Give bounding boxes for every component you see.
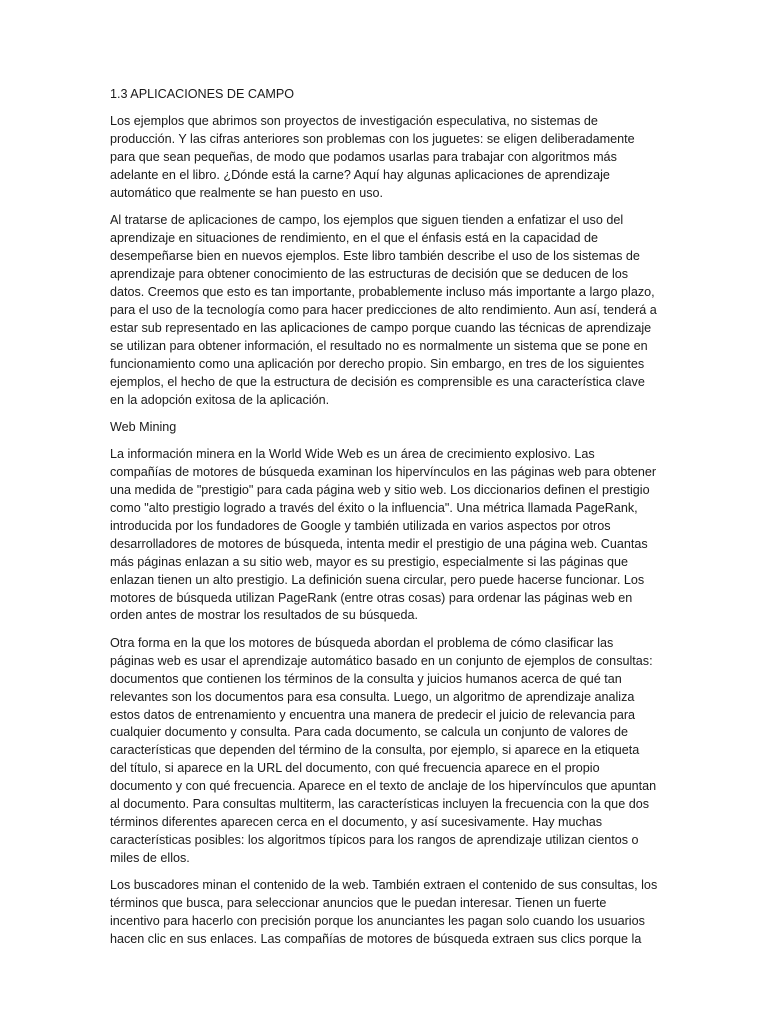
- subsection-heading-web-mining: Web Mining: [110, 419, 177, 434]
- paragraph-web-mining-ads: Los buscadores minan el contenido de la web. También extraen el contenido de sus consultas, los términos que busca, para seleccionar anuncios que le puedan interesar. Tienen un fuerte incentivo para hacerlo con precisión porque los anunciantes les pagan solo cuando los usuarios hacen clic en sus enlaces. Las compañías de motores de búsqueda extraen sus clics porque la: [110, 878, 658, 946]
- section-heading: 1.3 APLICACIONES DE CAMPO: [110, 87, 295, 101]
- document-body: [110, 86, 658, 958]
- paragraph-web-mining-ranking: Otra forma en la que los motores de búsqueda abordan el problema de cómo clasificar las páginas web es usar el aprendizaje automático basado en un conjunto de ejemplos de consultas: documentos que contienen los términos de la consulta y juicios humanos acerca de qué tan relevantes son los documentos para esa consulta. Luego, un algoritmo de aprendizaje analiza estos datos de entrenamiento y encuentra una manera de predecir el juicio de relevancia para cualquier documento y consulta. Para cada documento, se calcula un conjunto de valores de características que dependen del término de la consulta, por ejemplo, si aparece en la etiqueta del título, si aparece en la URL del documento, con qué frecuencia aparece en el propio documento y con qué frecuencia. Aparece en el texto de anclaje de los hipervínculos que apuntan al documento. Para consultas multiterm, las características incluyen la frecuencia con la que dos términos diferentes aparecen cerca en el documento, y así sucesivamente. Hay muchas características posibles: los algoritmos típicos para los rangos de aprendizaje utilizan cientos o miles de ellos.: [110, 635, 657, 865]
- paragraph-web-mining-pagerank: La información minera en la World Wide Web es un área de crecimiento explosivo. Las compañías de motores de búsqueda examinan los hipervínculos en las páginas web para obtener una medida de "prestigio" para cada página web y sitio web. Los diccionarios definen el prestigio como "alto prestigio logrado a través del éxito o la influencia". Una métrica llamada PageRank, introducida por los fundadores de Google y también utilizada en varios aspectos por otros desarrolladores de motores de búsqueda, intenta medir el prestigio de una página web. Cuantas más páginas enlazan a su sitio web, mayor es su prestigio, especialmente si las páginas que enlazan tienen un alto prestigio. La definición suena circular, pero puede hacerse funcionar. Los motores de búsqueda utilizan PageRank (entre otras cosas) para ordenar las páginas web en orden antes de mostrar los resultados de su búsqueda.: [110, 447, 657, 623]
- paragraph-intro: Los ejemplos que abrimos son proyectos de investigación especulativa, no sistemas de producción. Y las cifras anteriores son problemas con los juguetes: se eligen deliberadamente para que sean pequeñas, de modo que podamos usarlas para trabajar con algoritmos más adelante en el libro. ¿Dónde está la carne? Aquí hay algunas aplicaciones de aprendizaje automático que realmente se han puesto en uso.: [110, 114, 635, 201]
- paragraph-field-applications: Al tratarse de aplicaciones de campo, los ejemplos que siguen tienden a enfatizar el uso del aprendizaje en situaciones de rendimiento, en el que el énfasis está en la capacidad de desempeñarse bien en nuevos ejemplos. Este libro también describe el uso de los sistemas de aprendizaje para obtener conocimiento de las estructuras de decisión que se deducen de los datos. Creemos que esto es tan importante, probablemente incluso más importante a largo plazo, para el uso de la tecnología como para hacer predicciones de alto rendimiento. Aun así, tenderá a estar sub representado en las aplicaciones de campo porque cuando las técnicas de aprendizaje se utilizan para obtener información, el resultado no es normalmente un sistema que se pone en funcionamiento como una aplicación por derecho propio. Sin embargo, en tres de los siguientes ejemplos, el hecho de que la estructura de decisión es comprensible es una característica clave en la adopción exitosa de la aplicación.: [110, 213, 657, 407]
